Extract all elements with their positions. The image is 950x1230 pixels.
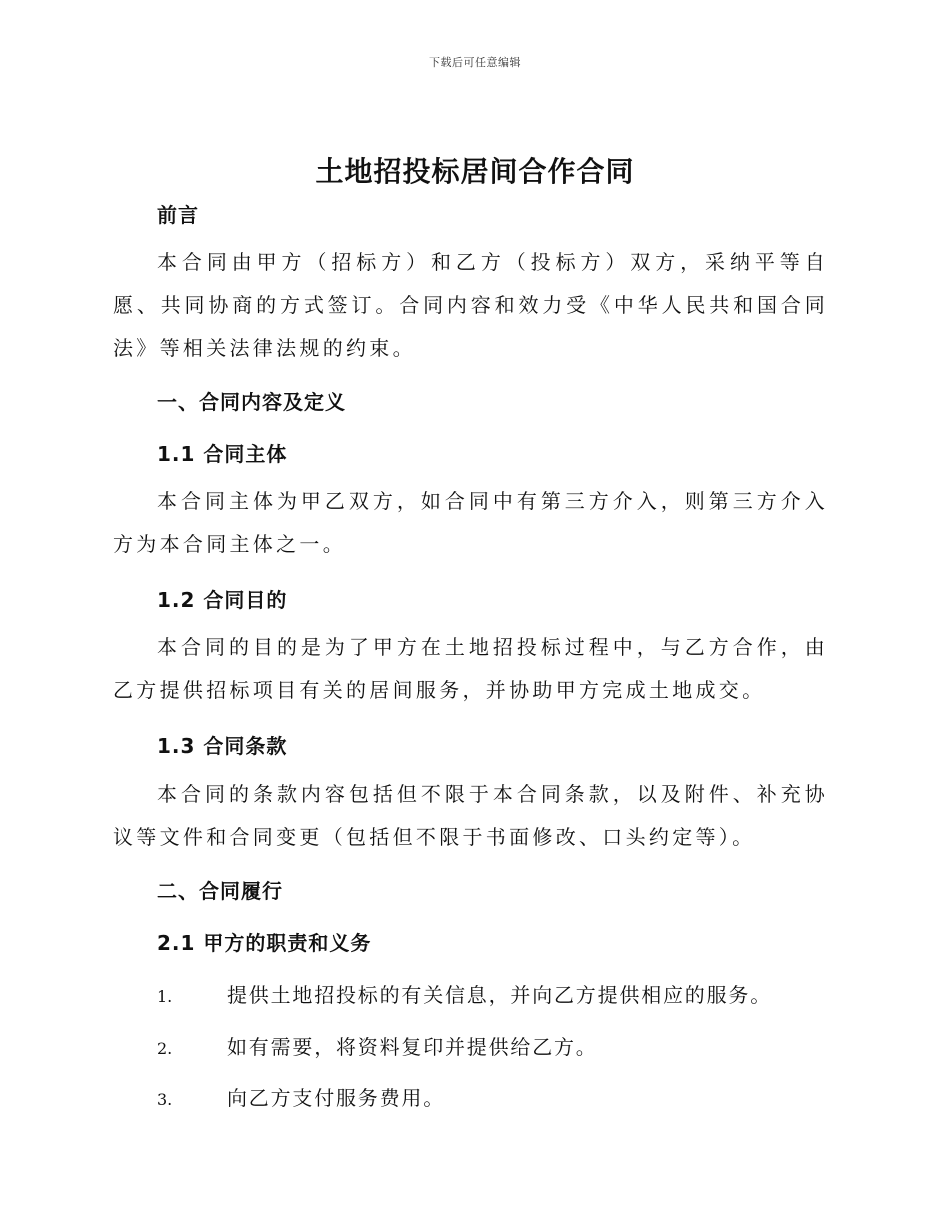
- list-item-text: 如有需要，将资料复印并提供给乙方。: [227, 1035, 598, 1059]
- list-item: [157, 979, 772, 1008]
- section-2-1-heading: 2.1 甲方的职责和义务: [157, 931, 372, 955]
- document-title: 土地招投标居间合作合同: [315, 155, 635, 188]
- preface-paragraph: 本合同由甲方（招标方）和乙方（投标方）双方，采纳平等自愿、共同协商的方式签订。合同内容和效力受《中华人民共和国合同法》等相关法律法规的约束。: [113, 250, 828, 360]
- section-1-heading: 一、合同内容及定义: [157, 390, 346, 414]
- section-1-1-paragraph: 本合同主体为甲乙双方，如合同中有第三方介入，则第三方介入方为本合同主体之一。: [113, 489, 828, 556]
- list-item-text: 提供土地招投标的有关信息，并向乙方提供相应的服务。: [227, 983, 772, 1007]
- list-item: [157, 1082, 445, 1111]
- list-item-number: 2.: [157, 1039, 173, 1058]
- section-1-1-heading: 1.1 合同主体: [157, 442, 288, 466]
- preface-heading: 前言: [157, 203, 199, 227]
- list-item: [157, 1031, 598, 1060]
- section-2-heading: 二、合同履行: [157, 879, 283, 903]
- section-1-2-heading: 1.2 合同目的: [157, 588, 288, 612]
- list-item-number: 1.: [157, 987, 173, 1006]
- list-item-number: 3.: [157, 1090, 173, 1109]
- section-1-2-paragraph: 本合同的目的是为了甲方在土地招投标过程中，与乙方合作，由乙方提供招标项目有关的居间服务，并协助甲方完成土地成交。: [113, 635, 828, 702]
- list-item-text: 向乙方支付服务费用。: [227, 1086, 445, 1110]
- page-header-note: 下载后可任意编辑: [429, 56, 521, 69]
- section-1-3-paragraph: 本合同的条款内容包括但不限于本合同条款，以及附件、补充协议等文件和合同变更（包括但不限于书面修改、口头约定等）。: [113, 782, 828, 849]
- section-1-3-heading: 1.3 合同条款: [157, 734, 288, 758]
